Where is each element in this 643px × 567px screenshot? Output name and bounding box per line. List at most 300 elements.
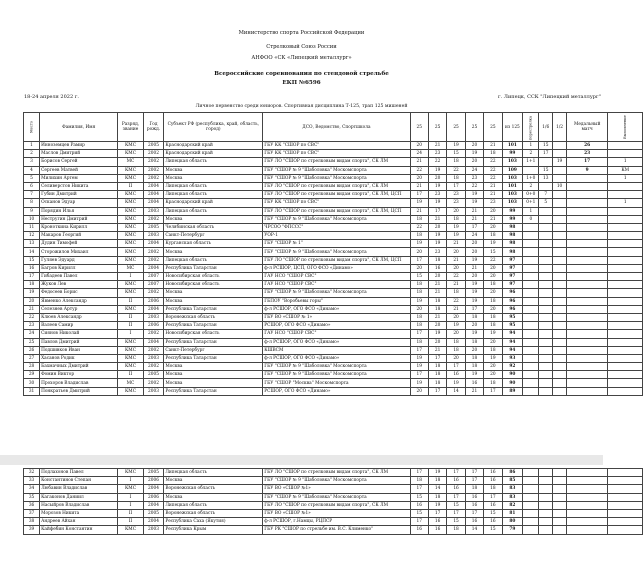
round-1-2-cell: 10 xyxy=(553,182,567,190)
dso-cell: ГБПОУ "Воробьевы горы" xyxy=(263,297,410,305)
rank-cell: КМС xyxy=(118,240,143,248)
series-score-cell: 18 xyxy=(447,158,465,166)
round-1-2-cell xyxy=(553,150,567,158)
series-score-cell: 16 xyxy=(465,493,483,501)
series-score-cell: 17 xyxy=(465,305,483,313)
shootoff-cell xyxy=(523,264,539,272)
place-cell: 28 xyxy=(24,363,40,371)
series-score-cell: 15 xyxy=(447,150,465,158)
table-row xyxy=(24,338,643,346)
series-score-cell: 18 xyxy=(428,493,446,501)
fulfilment-cell xyxy=(608,182,643,190)
year-cell: 2004 xyxy=(143,305,164,313)
round-1-2-cell xyxy=(553,305,567,313)
series-score-cell: 17 xyxy=(447,469,465,477)
round-1-2-cell xyxy=(553,289,567,297)
series-score-cell: 17 xyxy=(410,485,428,493)
fulfilment-cell xyxy=(608,191,643,199)
round-1-6-cell: 5 xyxy=(539,199,553,207)
series-score-cell: 15 xyxy=(410,273,428,281)
series-score-cell: 15 xyxy=(484,509,502,517)
total-cell: 97 xyxy=(502,273,523,281)
place-cell: 32 xyxy=(24,469,40,477)
year-cell: 2004 xyxy=(143,338,164,346)
series-score-cell: 16 xyxy=(447,371,465,379)
series-score-cell: 19 xyxy=(465,297,483,305)
region-cell: Москва xyxy=(164,493,263,501)
medal-match-cell xyxy=(566,387,607,395)
dso-cell: ГБУ "СШОР № 9 "Шаболовка" Москомспорта xyxy=(263,215,410,223)
round-1-2-cell xyxy=(553,232,567,240)
table-row xyxy=(24,174,643,182)
total-cell: 89 xyxy=(502,387,523,395)
name-cell: Прохоров Владислав xyxy=(40,379,118,387)
name-cell: Борисов Сергей xyxy=(40,158,118,166)
series-score-cell: 18 xyxy=(484,281,502,289)
table-row xyxy=(24,322,643,330)
series-score-cell: 18 xyxy=(428,297,446,305)
round-1-6-cell xyxy=(539,379,553,387)
series-score-cell: 20 xyxy=(428,174,446,182)
series-score-cell: 20 xyxy=(428,338,446,346)
series-score-cell: 17 xyxy=(428,354,446,362)
medal-match-cell: 9 xyxy=(566,166,607,174)
fulfilment-cell xyxy=(608,256,643,264)
series-score-cell: 19 xyxy=(428,240,446,248)
place-cell: 9 xyxy=(24,207,40,215)
shootoff-cell xyxy=(523,501,539,509)
series-score-cell: 24 xyxy=(465,166,483,174)
place-cell: 20 xyxy=(24,297,40,305)
fulfilment-cell xyxy=(608,338,643,346)
medal-match-cell xyxy=(566,371,607,379)
series-score-cell: 16 xyxy=(428,526,446,534)
round-1-6-cell xyxy=(539,371,553,379)
shootoff-cell xyxy=(523,485,539,493)
year-cell: 2005 xyxy=(143,509,164,517)
round-1-2-cell xyxy=(553,346,567,354)
name-cell: Подлахонов Павел xyxy=(40,469,118,477)
shootoff-cell xyxy=(523,223,539,231)
dso-cell: ГБУ "СШОР № 9 "Шаболовка" Москомспорта xyxy=(263,289,410,297)
medal-match-cell xyxy=(566,330,607,338)
shootoff-cell: 2 xyxy=(523,150,539,158)
medal-match-cell: 26 xyxy=(566,142,607,150)
rank-cell: КМС xyxy=(118,305,143,313)
round-1-6-cell xyxy=(539,338,553,346)
dso-cell: ГБУ КК "СШОР по СВС" xyxy=(263,150,410,158)
medal-match-cell xyxy=(566,256,607,264)
round-1-6-cell xyxy=(539,493,553,501)
region-cell: Москва xyxy=(164,289,263,297)
series-score-cell: 17 xyxy=(410,469,428,477)
fulfilment-cell: 1 xyxy=(608,199,643,207)
rank-cell: КМС xyxy=(118,387,143,395)
series-score-cell: 20 xyxy=(484,264,502,272)
column-header: перестрелка xyxy=(523,113,539,142)
round-1-6-cell xyxy=(539,509,553,517)
series-score-cell: 18 xyxy=(410,477,428,485)
round-1-6-cell xyxy=(539,281,553,289)
medal-match-cell xyxy=(566,526,607,534)
total-cell: 98 xyxy=(502,232,523,240)
region-cell: Липецкая область xyxy=(164,469,263,477)
round-1-2-cell xyxy=(553,215,567,223)
total-cell: 83 xyxy=(502,493,523,501)
event-title: Всероссийские соревнования по стендовой стрельбе xyxy=(214,71,389,77)
round-1-6-cell: 15 xyxy=(539,166,553,174)
series-score-cell: 24 xyxy=(410,150,428,158)
rank-cell: КМС xyxy=(118,223,143,231)
year-cell: 2004 xyxy=(143,182,164,190)
region-cell: Новосибирская область xyxy=(164,330,263,338)
round-1-2-cell xyxy=(553,199,567,207)
series-score-cell: 19 xyxy=(428,232,446,240)
shootoff-cell xyxy=(523,526,539,534)
region-cell: Москва xyxy=(164,379,263,387)
dso-cell: ГБУ ЛО "СШОР по стрелковым видам спорта", СК ЛМ, ЦСП xyxy=(263,256,410,264)
fulfilment-cell xyxy=(608,297,643,305)
round-1-2-cell xyxy=(553,142,567,150)
series-score-cell: 20 xyxy=(484,273,502,281)
shootoff-cell xyxy=(523,469,539,477)
dso-cell: ГБУ КК "СШОР по СВС" xyxy=(263,142,410,150)
name-cell: Макаров Георгий xyxy=(40,232,118,240)
series-score-cell: 21 xyxy=(428,281,446,289)
shootoff-cell xyxy=(523,363,539,371)
series-score-cell: 19 xyxy=(465,150,483,158)
table-row xyxy=(24,518,643,526)
series-score-cell: 20 xyxy=(484,371,502,379)
name-cell: Кроноткина Кирилл xyxy=(40,223,118,231)
place-cell: 5 xyxy=(24,174,40,182)
event-dates: 18-24 апреля 2022 г. xyxy=(24,94,79,100)
dso-cell: РСШОР, ОГО ФСО «Динамо» xyxy=(263,322,410,330)
shootoff-cell: 0+1 xyxy=(523,199,539,207)
round-1-6-cell xyxy=(539,158,553,166)
round-1-6-cell xyxy=(539,485,553,493)
series-score-cell: 21 xyxy=(484,191,502,199)
series-score-cell: 17 xyxy=(410,346,428,354)
shootoff-cell xyxy=(523,281,539,289)
series-score-cell: 21 xyxy=(447,240,465,248)
shootoff-cell: 0+0 xyxy=(523,191,539,199)
series-score-cell: 16 xyxy=(484,469,502,477)
series-score-cell: 23 xyxy=(428,248,446,256)
round-1-2-cell xyxy=(553,297,567,305)
round-1-2-cell xyxy=(553,338,567,346)
fulfilment-cell xyxy=(608,150,643,158)
round-1-6-cell xyxy=(539,232,553,240)
round-1-6-cell xyxy=(539,297,553,305)
table-row xyxy=(24,281,643,289)
dso-cell: ГБУ ВО «СШОР № 1» xyxy=(263,313,410,321)
series-score-cell: 18 xyxy=(428,477,446,485)
series-score-cell: 18 xyxy=(484,313,502,321)
total-cell: 103 xyxy=(502,158,523,166)
series-score-cell: 19 xyxy=(447,322,465,330)
series-score-cell: 20 xyxy=(410,248,428,256)
fulfilment-cell xyxy=(608,346,643,354)
shootoff-cell: 1 xyxy=(523,142,539,150)
series-score-cell: 18 xyxy=(410,232,428,240)
ekp-number: ЕКП №6596 xyxy=(282,80,321,86)
table-row xyxy=(24,289,643,297)
series-score-cell: 20 xyxy=(465,322,483,330)
year-cell: 2002 xyxy=(143,379,164,387)
place-cell: 31 xyxy=(24,387,40,395)
total-cell: 93 xyxy=(502,354,523,362)
total-cell: 103 xyxy=(502,174,523,182)
year-cell: 2007 xyxy=(143,273,164,281)
rank-cell: КМС xyxy=(118,166,143,174)
shootoff-cell xyxy=(523,477,539,485)
series-score-cell: 18 xyxy=(428,305,446,313)
place-cell: 19 xyxy=(24,289,40,297)
round-1-6-cell xyxy=(539,256,553,264)
year-cell: 2003 xyxy=(143,387,164,395)
round-1-2-cell xyxy=(553,526,567,534)
series-score-cell: 16 xyxy=(465,379,483,387)
round-1-2-cell xyxy=(553,248,567,256)
name-cell: Бахмачных Дмитрий xyxy=(40,363,118,371)
table-row xyxy=(24,387,643,395)
region-cell: Москва xyxy=(164,166,263,174)
shootoff-cell xyxy=(523,493,539,501)
series-score-cell: 19 xyxy=(484,240,502,248)
place-cell: 17 xyxy=(24,273,40,281)
year-cell: 2002 xyxy=(143,330,164,338)
medal-match-cell xyxy=(566,346,607,354)
medal-match-cell xyxy=(566,338,607,346)
series-score-cell: 19 xyxy=(465,289,483,297)
series-score-cell: 20 xyxy=(465,273,483,281)
place-cell: 21 xyxy=(24,305,40,313)
shootoff-cell xyxy=(523,313,539,321)
series-score-cell: 20 xyxy=(465,248,483,256)
series-score-cell: 19 xyxy=(465,281,483,289)
medal-match-cell xyxy=(566,297,607,305)
series-score-cell: 19 xyxy=(484,330,502,338)
year-cell: 2002 xyxy=(143,363,164,371)
dso-cell: ГБУ "СШОР № 9 "Шаболовка" Москомспорта xyxy=(263,248,410,256)
series-score-cell: 19 xyxy=(447,379,465,387)
series-score-cell: 14 xyxy=(428,485,446,493)
series-score-cell: 21 xyxy=(465,264,483,272)
total-cell: 99 xyxy=(502,150,523,158)
series-score-cell: 17 xyxy=(410,191,428,199)
table-row xyxy=(24,371,643,379)
total-cell: 90 xyxy=(502,371,523,379)
series-score-cell: 23 xyxy=(484,199,502,207)
round-1-6-cell: 15 xyxy=(539,142,553,150)
name-cell: Хасанов Родик xyxy=(40,354,118,362)
region-cell: Москва xyxy=(164,297,263,305)
region-cell: Липецкая область xyxy=(164,191,263,199)
rank-cell: II xyxy=(118,371,143,379)
total-cell: 98 xyxy=(502,248,523,256)
rank-cell: КМС xyxy=(118,174,143,182)
place-cell: 34 xyxy=(24,485,40,493)
year-cell: 2004 xyxy=(143,240,164,248)
round-1-6-cell xyxy=(539,207,553,215)
region-cell: Республика Крым xyxy=(164,526,263,534)
total-cell: 96 xyxy=(502,297,523,305)
round-1-6-cell xyxy=(539,273,553,281)
series-score-cell: 18 xyxy=(428,363,446,371)
fulfilment-cell xyxy=(608,142,643,150)
series-score-cell: 20 xyxy=(484,223,502,231)
series-score-cell: 21 xyxy=(428,215,446,223)
series-score-cell: 19 xyxy=(465,371,483,379)
name-cell: Кагаконов Даниил xyxy=(40,493,118,501)
name-cell: Фомин Виктор xyxy=(40,371,118,379)
series-score-cell: 22 xyxy=(447,166,465,174)
fulfilment-cell xyxy=(608,223,643,231)
shootoff-cell xyxy=(523,297,539,305)
round-1-2-cell xyxy=(553,363,567,371)
total-cell: 97 xyxy=(502,281,523,289)
series-score-cell: 17 xyxy=(465,223,483,231)
series-score-cell: 18 xyxy=(447,289,465,297)
rank-cell: I xyxy=(118,501,143,509)
year-cell: 2005 xyxy=(143,469,164,477)
table-row xyxy=(24,346,643,354)
place-cell: 3 xyxy=(24,158,40,166)
rank-cell: КМС xyxy=(118,232,143,240)
dso-cell: ф-л РСШОР, ОГО ФСО «Динамо» xyxy=(263,305,410,313)
year-cell: 2002 xyxy=(143,289,164,297)
table-row xyxy=(24,215,643,223)
medal-match-cell xyxy=(566,509,607,517)
medal-match-cell xyxy=(566,232,607,240)
series-score-cell: 17 xyxy=(428,207,446,215)
round-1-2-cell xyxy=(553,174,567,182)
medal-match-cell xyxy=(566,264,607,272)
series-score-cell: 14 xyxy=(465,526,483,534)
fulfilment-cell xyxy=(608,240,643,248)
name-cell: Подшивков Иван xyxy=(40,346,118,354)
shootoff-cell xyxy=(523,346,539,354)
year-cell: 2003 xyxy=(143,354,164,362)
region-cell: Республика Татарстан xyxy=(164,354,263,362)
column-header: Медальный матч xyxy=(566,113,607,142)
rank-cell: КМС xyxy=(118,526,143,534)
place-cell: 29 xyxy=(24,371,40,379)
rank-cell: КМС xyxy=(118,191,143,199)
series-score-cell: 21 xyxy=(465,387,483,395)
total-cell: 94 xyxy=(502,330,523,338)
series-score-cell: 15 xyxy=(447,501,465,509)
region-cell: Липецкая область xyxy=(164,182,263,190)
series-score-cell: 23 xyxy=(447,199,465,207)
year-cell: 2003 xyxy=(143,313,164,321)
region-cell: Москва xyxy=(164,477,263,485)
round-1-2-cell xyxy=(553,493,567,501)
region-cell: Республика Саха (Якутия) xyxy=(164,518,263,526)
series-score-cell: 19 xyxy=(410,240,428,248)
series-score-cell: 20 xyxy=(428,223,446,231)
series-score-cell: 16 xyxy=(484,518,502,526)
total-cell: 85 xyxy=(502,477,523,485)
total-cell: 79 xyxy=(502,526,523,534)
series-score-cell: 18 xyxy=(410,322,428,330)
series-score-cell: 20 xyxy=(428,273,446,281)
medal-match-cell xyxy=(566,313,607,321)
shootoff-cell xyxy=(523,232,539,240)
region-cell: Новосибирская область xyxy=(164,281,263,289)
dso-cell: ГБУ ВО «СШОР №1» xyxy=(263,509,410,517)
shootoff-cell xyxy=(523,256,539,264)
medal-match-cell xyxy=(566,281,607,289)
year-cell: 2004 xyxy=(143,199,164,207)
series-score-cell: 20 xyxy=(484,207,502,215)
region-cell: Москва xyxy=(164,371,263,379)
shootoff-cell xyxy=(523,240,539,248)
total-cell: 94 xyxy=(502,338,523,346)
series-score-cell: 15 xyxy=(484,526,502,534)
round-1-2-cell xyxy=(553,477,567,485)
dso-cell: ГБУ "СШОР № 9 "Шаболовка" Москомспорта xyxy=(263,477,410,485)
dso-cell: ф-л РСШОР, ОГО ФСО «Динамо» xyxy=(263,354,410,362)
series-score-cell: 18 xyxy=(447,346,465,354)
place-cell: 38 xyxy=(24,518,40,526)
series-score-cell: 22 xyxy=(447,273,465,281)
medal-match-cell xyxy=(566,248,607,256)
union-line: Стрелковый Союз России xyxy=(266,44,337,50)
series-score-cell: 18 xyxy=(410,281,428,289)
table-row xyxy=(24,223,643,231)
dso-cell: ГБУ ВО «СШОР №1» xyxy=(263,485,410,493)
name-cell: Селезнев Артур xyxy=(40,305,118,313)
medal-match-cell: 17 xyxy=(566,158,607,166)
series-score-cell: 20 xyxy=(410,142,428,150)
total-cell: 98 xyxy=(502,240,523,248)
dso-cell: ф-л РСШОР, г.Намцы, РЦПСР xyxy=(263,518,410,526)
fulfilment-cell xyxy=(608,501,643,509)
column-header: 1/6 xyxy=(539,113,553,142)
series-score-cell: 21 xyxy=(428,313,446,321)
round-1-6-cell: 17 xyxy=(539,150,553,158)
medal-match-cell xyxy=(566,501,607,509)
series-score-cell: 18 xyxy=(428,379,446,387)
dso-cell: ГБУ ЛО "СШОР по стрелковым видам спорта", СК ЛМ xyxy=(263,469,410,477)
table-row xyxy=(24,191,643,199)
series-score-cell: 21 xyxy=(484,215,502,223)
series-score-cell: 17 xyxy=(465,469,483,477)
round-1-2-cell xyxy=(553,240,567,248)
series-score-cell: 20 xyxy=(410,174,428,182)
fulfilment-cell xyxy=(608,289,643,297)
medal-match-cell xyxy=(566,322,607,330)
round-1-6-cell xyxy=(539,305,553,313)
medal-match-cell xyxy=(566,354,607,362)
table-row xyxy=(24,182,643,190)
table-row xyxy=(24,199,643,207)
region-cell: Краснодарский край xyxy=(164,142,263,150)
table-row xyxy=(24,526,643,534)
shootoff-cell xyxy=(523,273,539,281)
series-score-cell: 19 xyxy=(428,166,446,174)
region-cell: Москва xyxy=(164,363,263,371)
fulfilment-cell xyxy=(608,371,643,379)
year-cell: 2005 xyxy=(143,371,164,379)
name-cell: Милихин Артем xyxy=(40,174,118,182)
dso-cell: ГАУ НСО "СШОР СВС" xyxy=(263,281,410,289)
series-score-cell: 18 xyxy=(465,354,483,362)
series-score-cell: 17 xyxy=(410,371,428,379)
series-score-cell: 23 xyxy=(447,191,465,199)
